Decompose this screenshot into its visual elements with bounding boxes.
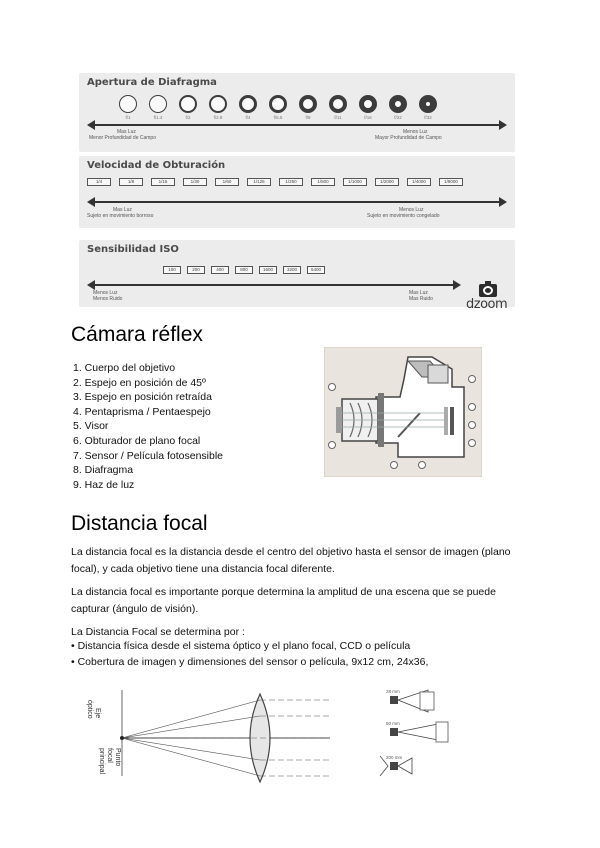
aperture-stop-label: f/16 <box>364 115 372 120</box>
list-item: 2. Espejo en posición de 45º <box>73 376 206 389</box>
shutter-arrow <box>89 201 505 203</box>
aperture-left-label-2: Menor Profundidad de Campo <box>89 135 156 141</box>
shutter-speed-box: 1/1000 <box>343 178 367 186</box>
focal-heading: Distancia focal <box>71 512 208 535</box>
iso-value-box: 800 <box>235 266 253 274</box>
aperture-left-label-1: Mas Luz <box>117 129 136 135</box>
aperture-stop-label: f/2.8 <box>213 115 223 120</box>
iso-value-box: 3200 <box>283 266 301 274</box>
list-item: • Distancia física desde el sistema óptico y el plano focal, CCD o película <box>71 640 411 652</box>
shutter-speed-box: 1/2000 <box>375 178 399 186</box>
aperture-circle <box>119 95 137 113</box>
focal-paragraph-2: La distancia focal es importante porque determina la amplitud de una escena que se puede capturar (ángulo de visión). <box>71 586 496 615</box>
iso-title: Sensibilidad ISO <box>87 244 179 255</box>
focal-point-label-1: Punto <box>114 748 121 767</box>
aperture-stop-label: f/22 <box>394 115 402 120</box>
reflex-parts-list <box>73 361 223 492</box>
aperture-circle <box>149 95 167 113</box>
focal-intro: La Distancia Focal se determina por : <box>71 626 245 638</box>
aperture-stop-label: f/4 <box>245 115 251 120</box>
lens-label: 28 mm <box>386 689 400 694</box>
iso-arrow <box>89 284 459 286</box>
aperture-panel <box>79 73 515 152</box>
list-item: 6. Obturador de plano focal <box>73 434 201 447</box>
shutter-left-label-1: Mas Luz <box>113 207 132 213</box>
focal-point-label-2: focal <box>106 748 113 763</box>
focal-bullets <box>71 639 428 670</box>
aperture-stop-label: f/11 <box>334 115 342 120</box>
aperture-right-label-1: Menos Luz <box>403 129 428 135</box>
lens-label: 200 mm <box>386 755 403 760</box>
aperture-circle <box>209 95 227 113</box>
iso-values <box>163 266 325 274</box>
aperture-circle <box>179 95 197 113</box>
list-item: 4. Pentaprisma / Pentaespejo <box>73 405 211 418</box>
aperture-circle <box>359 95 377 113</box>
dzoom-logo <box>466 284 514 312</box>
aperture-circles <box>119 95 437 113</box>
iso-panel <box>79 240 515 307</box>
shutter-speed-box: 1/500 <box>311 178 335 186</box>
reflex-camera-diagram <box>324 347 482 477</box>
iso-value-box: 100 <box>163 266 181 274</box>
shutter-speed-box: 1/4000 <box>407 178 431 186</box>
list-item: 8. Diafragma <box>73 464 134 477</box>
iso-value-box: 400 <box>211 266 229 274</box>
focal-length-diagram <box>80 686 336 784</box>
shutter-speed-box: 1/60 <box>215 178 239 186</box>
angle-of-view-diagram <box>372 686 458 782</box>
aperture-circle <box>419 95 437 113</box>
aperture-stop-label: f/5.6 <box>273 115 283 120</box>
aperture-stop-label: f/1.4 <box>153 115 163 120</box>
aperture-circle <box>389 95 407 113</box>
aperture-circle <box>329 95 347 113</box>
shutter-panel <box>79 156 515 228</box>
shutter-right-label-2: Sujeto en movimiento congelado <box>367 213 440 219</box>
shutter-speeds <box>87 178 463 186</box>
iso-left-label-2: Menos Ruido <box>93 296 123 302</box>
aperture-stop-label: f/1 <box>125 115 131 120</box>
list-item: 1. Cuerpo del objetivo <box>73 362 176 374</box>
shutter-speed-box: 1/125 <box>247 178 271 186</box>
aperture-circle <box>239 95 257 113</box>
dzoom-logo-text: dzoom <box>466 297 508 312</box>
list-item: 5. Visor <box>73 420 109 433</box>
shutter-speed-box: 1/15 <box>151 178 175 186</box>
aperture-stop-label: f/2 <box>185 115 191 120</box>
focal-point-label-3: principal <box>98 748 105 775</box>
reflex-heading: Cámara réflex <box>71 323 203 346</box>
aperture-title: Apertura de Diafragma <box>87 77 217 88</box>
list-item: 9. Haz de luz <box>73 478 135 491</box>
iso-right-label-2: Mas Ruido <box>409 296 433 302</box>
iso-value-box: 1600 <box>259 266 277 274</box>
aperture-right-label-2: Mayor Profundidad de Campo <box>375 135 442 141</box>
list-item: 3. Espejo en posición retraída <box>73 391 212 404</box>
iso-right-label-1: Mas Luz <box>409 290 428 296</box>
shutter-speed-box: 1/8000 <box>439 178 463 186</box>
shutter-title: Velocidad de Obturación <box>87 160 226 171</box>
aperture-circle <box>299 95 317 113</box>
camera-icon <box>479 284 497 297</box>
shutter-speed-box: 1/30 <box>183 178 207 186</box>
aperture-arrow <box>89 124 505 126</box>
shutter-speed-box: 1/4 <box>87 178 111 186</box>
iso-value-box: 6400 <box>307 266 325 274</box>
iso-value-box: 200 <box>187 266 205 274</box>
iso-left-label-1: Menos Luz <box>93 290 118 296</box>
aperture-stop-label: f/8 <box>305 115 311 120</box>
focal-paragraph-1: La distancia focal es la distancia desde el centro del objetivo hasta el sensor de imagen (plano focal), y cada objetivo tiene una distancia focal diferente. <box>71 546 511 575</box>
aperture-stop-label: f/32 <box>424 115 432 120</box>
shutter-right-label-1: Menos Luz <box>399 207 424 213</box>
list-item: 7. Sensor / Película fotosensible <box>73 449 224 462</box>
shutter-speed-box: 1/8 <box>119 178 143 186</box>
shutter-speed-box: 1/250 <box>279 178 303 186</box>
optical-label: óptico <box>86 700 93 719</box>
axis-label: Eje <box>94 708 101 719</box>
shutter-left-label-2: Sujeto en movimiento borroso <box>87 213 154 219</box>
aperture-circle <box>269 95 287 113</box>
lens-label: 50 mm <box>386 721 400 726</box>
list-item: • Cobertura de imagen y dimensiones del sensor o película, 9x12 cm, 24x36, <box>71 655 429 668</box>
